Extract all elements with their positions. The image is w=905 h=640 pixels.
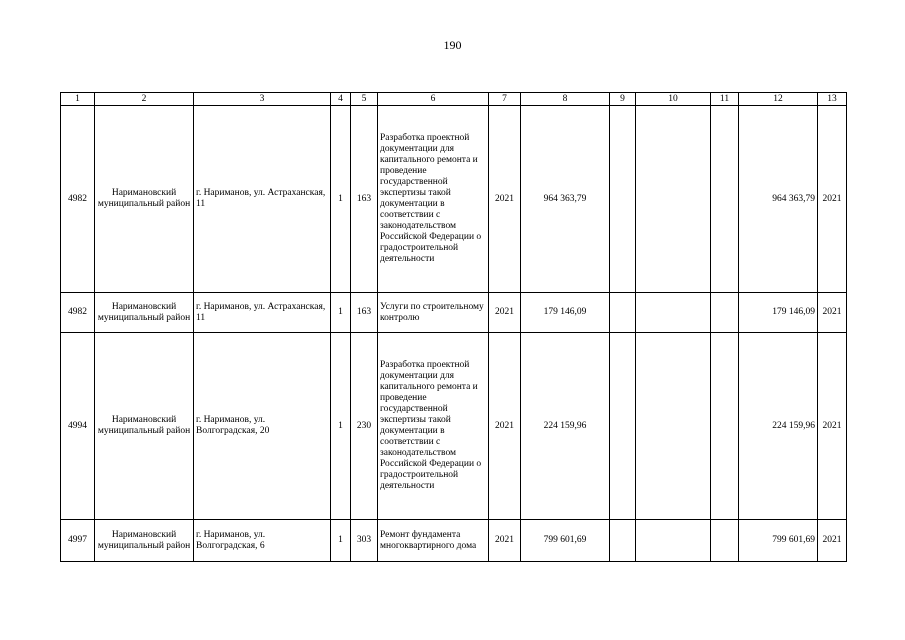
total-cell: 179 146,09 [739, 293, 818, 333]
column-header: 12 [739, 93, 818, 106]
col5-cell: 230 [351, 333, 378, 520]
column-header: 2 [95, 93, 194, 106]
column-header: 9 [610, 93, 636, 106]
district-cell: Наримановский муниципальный район [95, 106, 194, 293]
district-cell: Наримановский муниципальный район [95, 520, 194, 562]
col10-cell [636, 333, 711, 520]
col9-cell [610, 293, 636, 333]
row-id: 4994 [61, 333, 95, 520]
register-table [60, 92, 847, 562]
col5-cell: 303 [351, 520, 378, 562]
table-row [61, 106, 847, 293]
col11-cell [711, 293, 739, 333]
col11-cell [711, 106, 739, 293]
column-header: 7 [489, 93, 521, 106]
year-cell: 2021 [489, 520, 521, 562]
col11-cell [711, 333, 739, 520]
amount-cell: 224 159,96 [521, 333, 610, 520]
table-row [61, 520, 847, 562]
column-header: 4 [331, 93, 351, 106]
column-header: 13 [818, 93, 847, 106]
col4-cell: 1 [331, 333, 351, 520]
address-cell: г. Нариманов, ул. Волгоградская, 20 [194, 333, 331, 520]
col4-cell: 1 [331, 520, 351, 562]
column-header: 5 [351, 93, 378, 106]
col9-cell [610, 520, 636, 562]
col5-cell: 163 [351, 293, 378, 333]
work-type-cell: Разработка проектной документации для капитального ремонта и проведение государственной экспертизы такой документации в соответствии с законодательством Российской Федерации о градостроительной деятельности [378, 333, 489, 520]
col5-cell: 163 [351, 106, 378, 293]
row-id: 4997 [61, 520, 95, 562]
address-cell: г. Нариманов, ул. Астраханская, 11 [194, 106, 331, 293]
col10-cell [636, 520, 711, 562]
table-row [61, 293, 847, 333]
col10-cell [636, 293, 711, 333]
column-header: 3 [194, 93, 331, 106]
year-end-cell: 2021 [818, 293, 847, 333]
work-type-cell: Ремонт фундамента многоквартирного дома [378, 520, 489, 562]
page-number: 190 [443, 38, 462, 52]
total-cell: 224 159,96 [739, 333, 818, 520]
amount-cell: 799 601,69 [521, 520, 610, 562]
col4-cell: 1 [331, 106, 351, 293]
year-cell: 2021 [489, 333, 521, 520]
address-cell: г. Нариманов, ул. Астраханская, 11 [194, 293, 331, 333]
table-header-row [61, 93, 847, 106]
year-end-cell: 2021 [818, 333, 847, 520]
col9-cell [610, 333, 636, 520]
row-id: 4982 [61, 293, 95, 333]
amount-cell: 179 146,09 [521, 293, 610, 333]
table-row [61, 333, 847, 520]
column-header: 11 [711, 93, 739, 106]
col11-cell [711, 520, 739, 562]
total-cell: 799 601,69 [739, 520, 818, 562]
column-header: 10 [636, 93, 711, 106]
address-cell: г. Нариманов, ул. Волгоградская, 6 [194, 520, 331, 562]
year-end-cell: 2021 [818, 520, 847, 562]
row-id: 4982 [61, 106, 95, 293]
col10-cell [636, 106, 711, 293]
year-end-cell: 2021 [818, 106, 847, 293]
district-cell: Наримановский муниципальный район [95, 333, 194, 520]
year-cell: 2021 [489, 106, 521, 293]
total-cell: 964 363,79 [739, 106, 818, 293]
work-type-cell: Услуги по строительному контролю [378, 293, 489, 333]
column-header: 1 [61, 93, 95, 106]
amount-cell: 964 363,79 [521, 106, 610, 293]
column-header: 6 [378, 93, 489, 106]
work-type-cell: Разработка проектной документации для капитального ремонта и проведение государственной экспертизы такой документации в соответствии с законодательством Российской Федерации о градостроительной деятельности [378, 106, 489, 293]
column-header: 8 [521, 93, 610, 106]
district-cell: Наримановский муниципальный район [95, 293, 194, 333]
col9-cell [610, 106, 636, 293]
year-cell: 2021 [489, 293, 521, 333]
col4-cell: 1 [331, 293, 351, 333]
